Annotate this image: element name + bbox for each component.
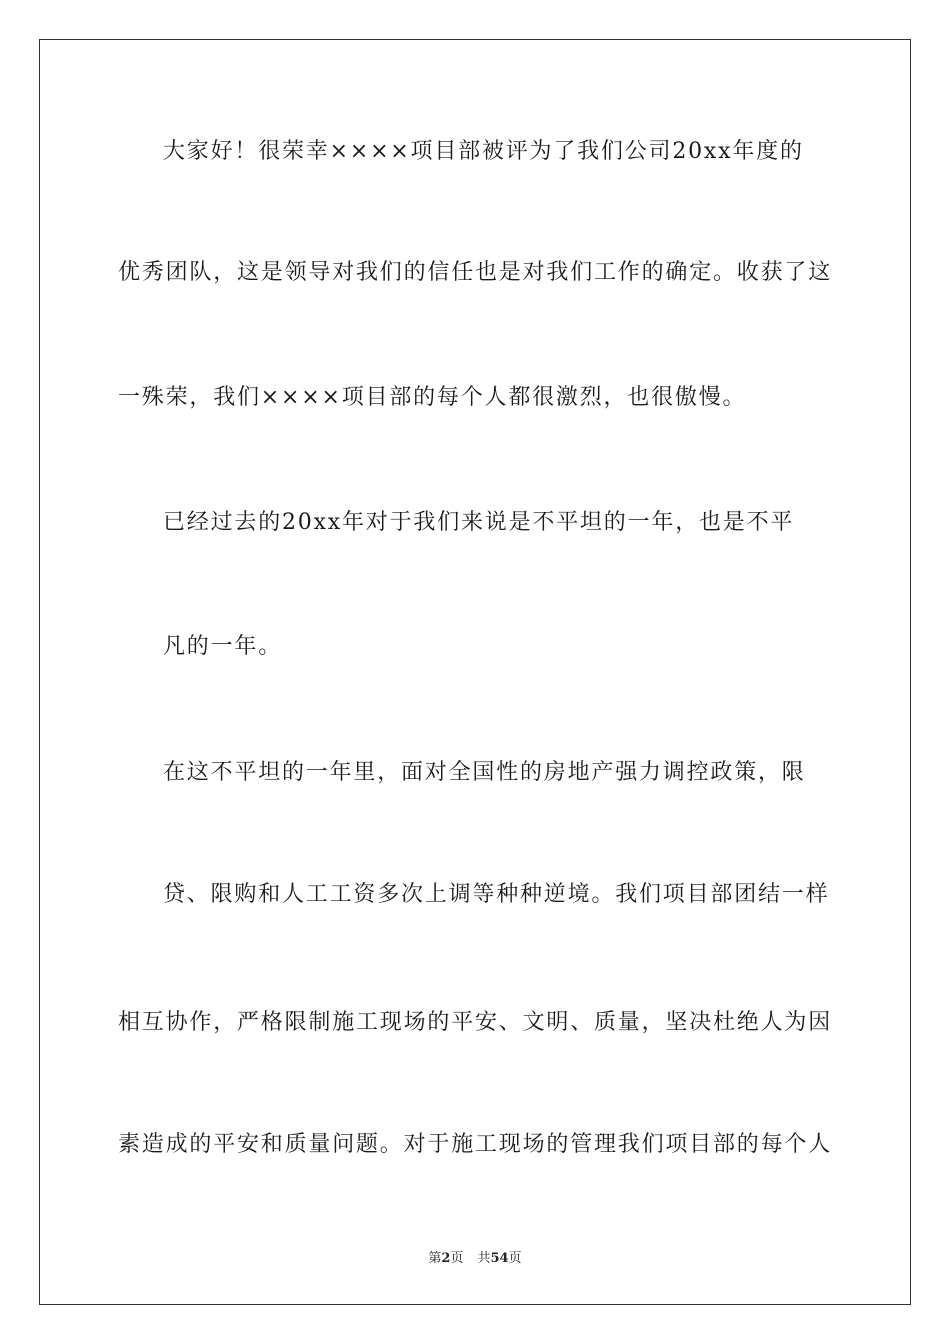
page-number: 2: [441, 1251, 451, 1266]
paragraph-line: 大家好！很荣幸××××项目部被评为了我们公司20xx年度的: [163, 139, 804, 164]
total-suffix: 页: [508, 1251, 522, 1266]
paragraph-line: 相互协作，严格限制施工现场的平安、文明、质量，坚决杜绝人为因: [118, 1010, 833, 1035]
page-prefix: 第: [428, 1251, 442, 1266]
page-border: [39, 39, 911, 1305]
total-prefix: 共: [477, 1251, 491, 1266]
paragraph-line: 贷、限购和人工工资多次上调等种种逆境。我们项目部团结一样: [163, 882, 830, 907]
paragraph-line: 优秀团队，这是领导对我们的信任也是对我们工作的确定。收获了这: [118, 260, 833, 285]
paragraph-line: 已经过去的20xx年对于我们来说是不平坦的一年，也是不平: [163, 510, 795, 535]
total-pages: 54: [490, 1251, 509, 1266]
paragraph-line: 一殊荣，我们××××项目部的每个人都很激烈，也很傲慢。: [118, 385, 747, 410]
paragraph-line: 在这不平坦的一年里，面对全国性的房地产强力调控政策，限: [163, 760, 806, 785]
page-footer: [0, 1247, 950, 1266]
paragraph-line: 素造成的平安和质量问题。对于施工现场的管理我们项目部的每个人: [118, 1132, 833, 1157]
paragraph-line: 凡的一年。: [163, 634, 283, 659]
page-suffix: 页: [450, 1251, 464, 1266]
